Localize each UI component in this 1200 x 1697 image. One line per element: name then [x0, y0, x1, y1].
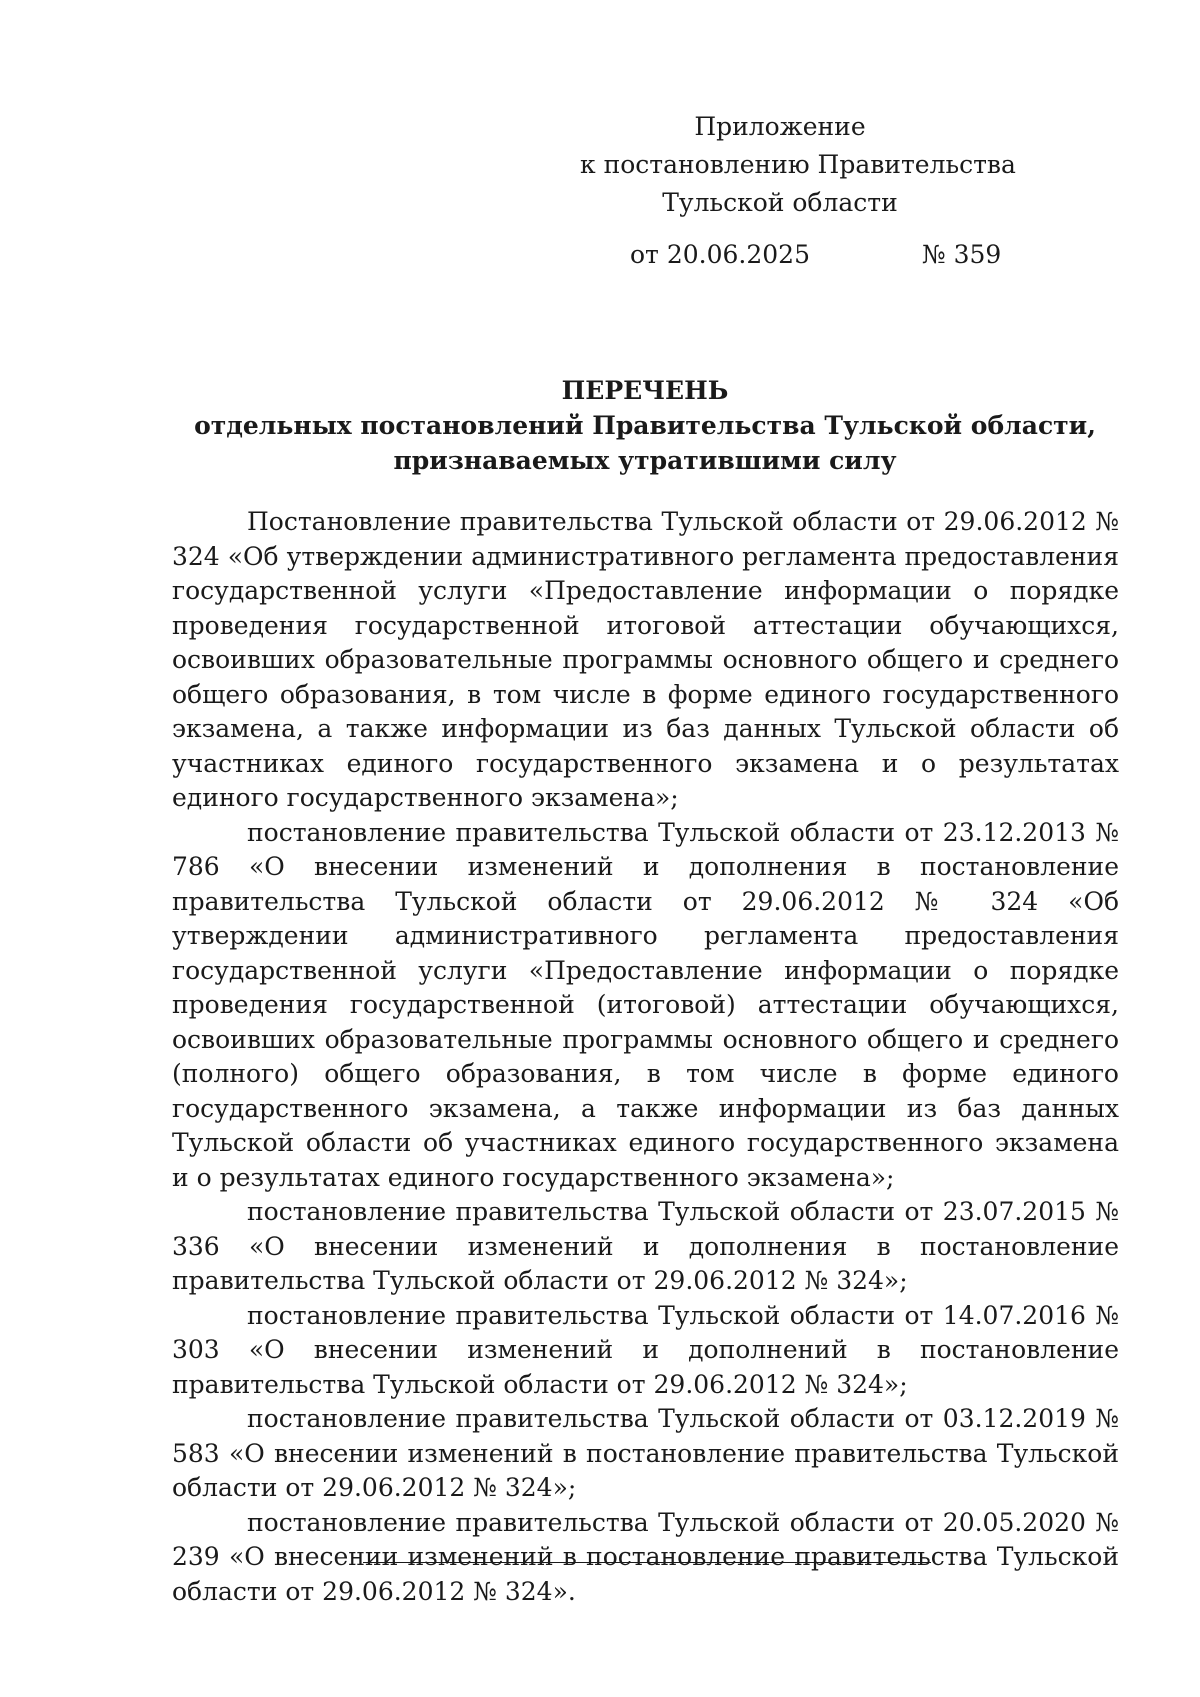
title-heading: ПЕРЕЧЕНЬ	[561, 376, 729, 405]
document-title	[170, 373, 1120, 478]
list-item: постановление правительства Тульской области от 03.12.2019 № 583 «О внесении изменений в постановление правительства Тульской области от 29.06.2012 № 324»;	[172, 1404, 1119, 1502]
appendix-number: № 359	[922, 240, 1002, 269]
appendix-region: Тульской области	[662, 188, 898, 217]
list-item: постановление правительства Тульской области от 23.07.2015 № 336 «О внесении изменений и дополнения в постановление правительства Тульской области от 29.06.2012 № 324»;	[172, 1197, 1119, 1295]
appendix-label: Приложение	[694, 112, 866, 141]
list-item: постановление правительства Тульской области от 20.05.2020 № 239 «О внесении изменений в постановление правительства Тульской области от 29.06.2012 № 324».	[172, 1507, 1119, 1606]
end-divider	[363, 1562, 931, 1563]
resolutions-list	[172, 505, 1119, 1609]
appendix-date: от 20.06.2025	[630, 240, 810, 269]
title-subheading-2: признаваемых утратившими силу	[393, 446, 897, 475]
appendix-header	[580, 108, 1016, 222]
list-item: Постановление правительства Тульской области от 29.06.2012 № 324 «Об утверждении административного регламента предоставления государственной услуги «Предоставление информации о порядке проведения государственной итоговой аттестации обучающихся, освоивших образовательные программы основного общего и среднего общего образования, в том числе в форме единого государственного экзамена, а также информации из баз данных Тульской области об участниках единого государственного экзамена и о результатах единого государственного экзамена»;	[172, 507, 1119, 812]
appendix-resolution-ref: к постановлению Правительства	[580, 150, 1016, 179]
list-item: постановление правительства Тульской области от 23.12.2013 № 786 «О внесении изменений и дополнения в постановление правительства Тульской области от 29.06.2012 № 324 «Об утверждении административного регламента предоставления государственной услуги «Предоставление информации о порядке проведения государственной (итоговой) аттестации обучающихся, освоивших образовательные программы основного общего и среднего (полного) общего образования, в том числе в форме единого государственного экзамена, а также информации из баз данных Тульской области об участниках единого государственного экзамена и о результатах единого государственного экзамена»;	[172, 817, 1119, 1192]
title-subheading: отдельных постановлений Правительства Тульской области,	[194, 411, 1096, 440]
list-item: постановление правительства Тульской области от 14.07.2016 № 303 «О внесении изменений и дополнений в постановление правительства Тульской области от 29.06.2012 № 324»;	[172, 1300, 1119, 1399]
